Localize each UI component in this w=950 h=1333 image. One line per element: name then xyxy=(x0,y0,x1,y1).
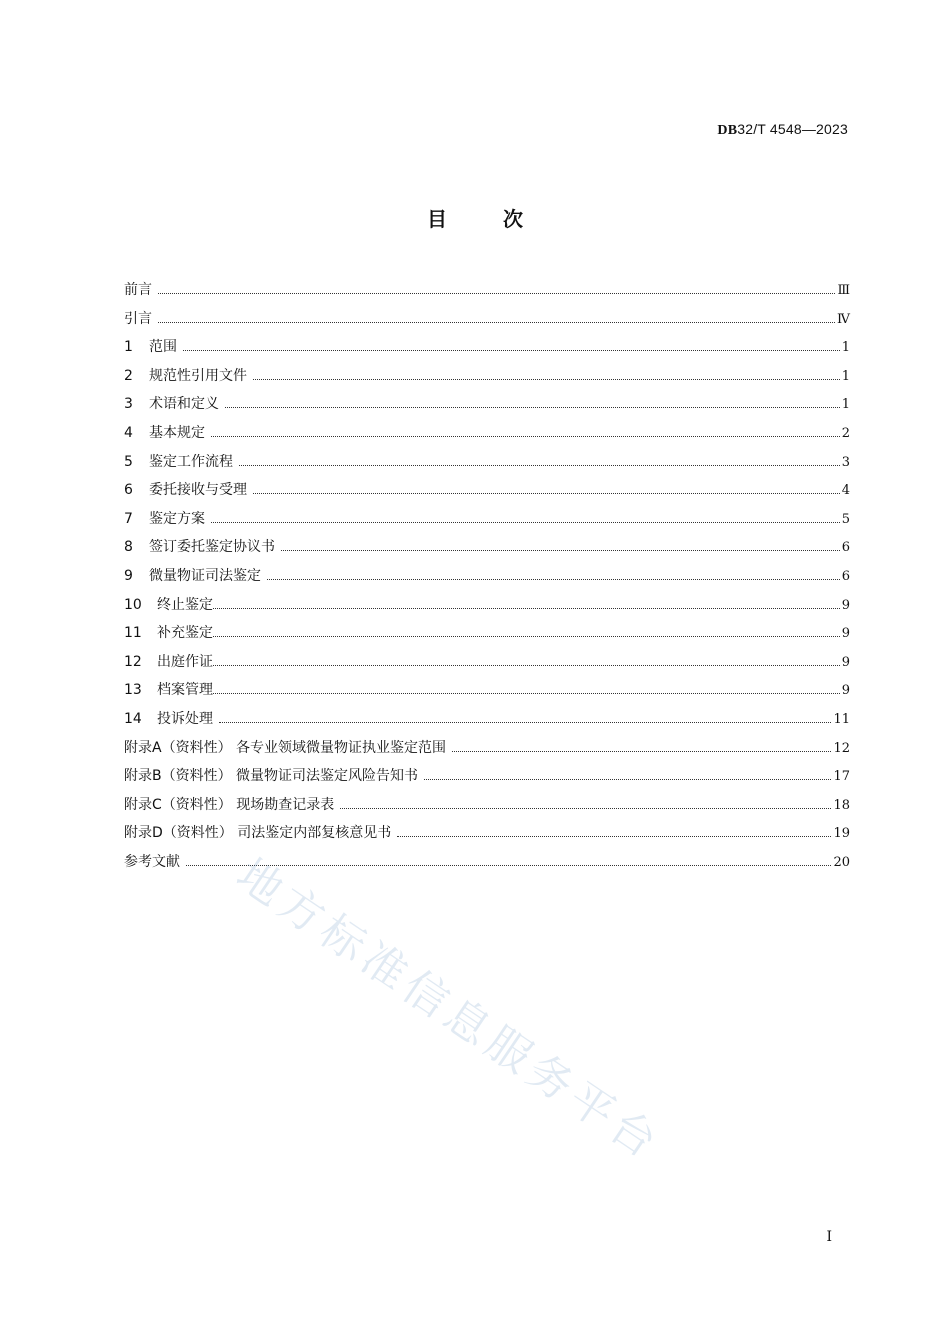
toc-entry[interactable] xyxy=(124,851,850,880)
toc-entry-page: 9 xyxy=(841,683,850,699)
toc-entry-label: 引言 xyxy=(124,310,152,327)
toc-entry-page: 5 xyxy=(841,511,850,527)
toc-entry-page: 9 xyxy=(841,597,850,613)
toc-entry-label: 术语和定义 xyxy=(149,396,219,413)
toc-entry-page: 1 xyxy=(841,397,850,413)
document-code-number: 32/T 4548—2023 xyxy=(737,121,848,137)
toc-entry[interactable] xyxy=(124,451,850,480)
toc-entry-label: 附录D（资料性） 司法鉴定内部复核意见书 xyxy=(124,825,392,842)
toc-leader xyxy=(340,807,831,809)
toc-entry[interactable] xyxy=(124,622,850,651)
toc-leader xyxy=(424,778,831,780)
toc-entry[interactable] xyxy=(124,336,850,365)
toc-entry-label: 附录B（资料性） 微量物证司法鉴定风险告知书 xyxy=(124,768,419,785)
toc-entry-page: 2 xyxy=(841,425,850,441)
toc-entry[interactable] xyxy=(124,708,850,737)
toc-entry-label: 基本规定 xyxy=(149,424,205,441)
document-code-prefix: DB xyxy=(717,123,738,138)
toc-leader xyxy=(158,321,835,323)
toc-leader xyxy=(183,349,840,351)
toc-leader xyxy=(213,664,840,666)
toc-entry-number: 13 xyxy=(124,682,142,699)
toc-entry[interactable] xyxy=(124,765,850,794)
toc-leader xyxy=(211,435,840,437)
toc-entry-number: 4 xyxy=(124,424,133,441)
toc-entry[interactable] xyxy=(124,422,850,451)
toc-entry-label: 规范性引用文件 xyxy=(149,367,247,384)
toc-entry-label: 前言 xyxy=(124,282,152,298)
toc-entry-page: 1 xyxy=(841,340,850,356)
toc-entry-page: Ⅲ xyxy=(837,283,850,298)
toc-entry-page: 9 xyxy=(841,626,850,642)
toc-entry[interactable] xyxy=(124,594,850,623)
toc-entry-label: 签订委托鉴定协议书 xyxy=(149,539,275,556)
toc-entry-page: 9 xyxy=(841,654,850,670)
toc-leader xyxy=(281,549,840,551)
toc-entry[interactable] xyxy=(124,737,850,766)
toc-entry-number: 7 xyxy=(124,510,133,527)
toc-entry[interactable] xyxy=(124,393,850,422)
toc-entry-page: 1 xyxy=(841,368,850,384)
toc-entry-page: 11 xyxy=(833,711,850,727)
toc-entry-label: 微量物证司法鉴定 xyxy=(149,567,261,584)
toc-entry[interactable] xyxy=(124,794,850,823)
toc-entry-number: 10 xyxy=(124,596,142,613)
toc-entry[interactable] xyxy=(124,651,850,680)
toc-entry-number: 6 xyxy=(124,482,133,499)
toc-entry-label: 档案管理 xyxy=(157,682,213,699)
toc-entry[interactable] xyxy=(124,479,850,508)
toc-entry-page: 19 xyxy=(833,826,850,842)
toc-entry-label: 参考文献 xyxy=(124,853,180,870)
toc-entry-page: 6 xyxy=(841,540,850,556)
toc-entry-label: 附录A（资料性） 各专业领域微量物证执业鉴定范围 xyxy=(124,739,447,756)
toc-leader xyxy=(239,464,840,466)
toc-entry-number: 11 xyxy=(124,625,142,642)
toc-entry-number: 14 xyxy=(124,710,142,727)
toc-leader xyxy=(213,692,840,694)
toc-entry-number: 9 xyxy=(124,567,133,584)
toc-entry-label: 投诉处理 xyxy=(157,710,213,727)
toc-entry[interactable] xyxy=(124,679,850,708)
toc-leader xyxy=(452,750,831,752)
page-number: I xyxy=(826,1229,832,1245)
toc-entry[interactable] xyxy=(124,536,850,565)
toc-leader xyxy=(253,378,840,380)
toc-leader xyxy=(225,406,840,408)
toc-entry-page: 17 xyxy=(833,769,850,785)
document-code xyxy=(717,121,848,139)
toc-leader xyxy=(213,607,840,609)
toc-leader xyxy=(211,521,840,523)
toc-entry[interactable] xyxy=(124,279,850,308)
toc-leader xyxy=(253,492,840,494)
toc-entry-page: 18 xyxy=(833,797,850,813)
toc-entry-number: 2 xyxy=(124,367,133,384)
toc-entry[interactable] xyxy=(124,308,850,337)
toc-leader xyxy=(219,721,831,723)
toc-entry-label: 鉴定工作流程 xyxy=(149,453,233,470)
toc-entry-page: 3 xyxy=(841,454,850,470)
toc-entry-number: 1 xyxy=(124,339,133,356)
toc-entry-page: Ⅳ xyxy=(837,311,850,327)
toc-leader xyxy=(267,578,840,580)
toc-entry-label: 补充鉴定 xyxy=(157,625,213,642)
toc-entry-page: 20 xyxy=(833,854,850,870)
watermark: 地方标准信息服务平台 xyxy=(227,849,671,1171)
toc-entry[interactable] xyxy=(124,822,850,851)
toc-leader xyxy=(397,835,831,837)
toc-entry-label: 范围 xyxy=(149,339,177,356)
toc-entry-page: 6 xyxy=(841,568,850,584)
toc-entry-page: 4 xyxy=(841,483,850,499)
page-title: 目次 xyxy=(427,207,579,231)
toc-entry-number: 5 xyxy=(124,453,133,470)
toc-entry[interactable] xyxy=(124,565,850,594)
toc-entry-page: 12 xyxy=(833,740,850,756)
toc-entry-label: 附录C（资料性） 现场勘查记录表 xyxy=(124,796,335,813)
toc-entry-number: 8 xyxy=(124,539,133,556)
toc-entry[interactable] xyxy=(124,508,850,537)
table-of-contents xyxy=(124,279,850,879)
toc-entry[interactable] xyxy=(124,365,850,394)
toc-entry-label: 鉴定方案 xyxy=(149,510,205,527)
toc-entry-number: 12 xyxy=(124,653,142,670)
toc-entry-label: 委托接收与受理 xyxy=(149,482,247,499)
toc-entry-label: 终止鉴定 xyxy=(157,596,213,613)
toc-leader xyxy=(158,292,835,294)
toc-entry-label: 出庭作证 xyxy=(157,653,213,670)
toc-leader xyxy=(213,635,840,637)
toc-entry-number: 3 xyxy=(124,396,133,413)
